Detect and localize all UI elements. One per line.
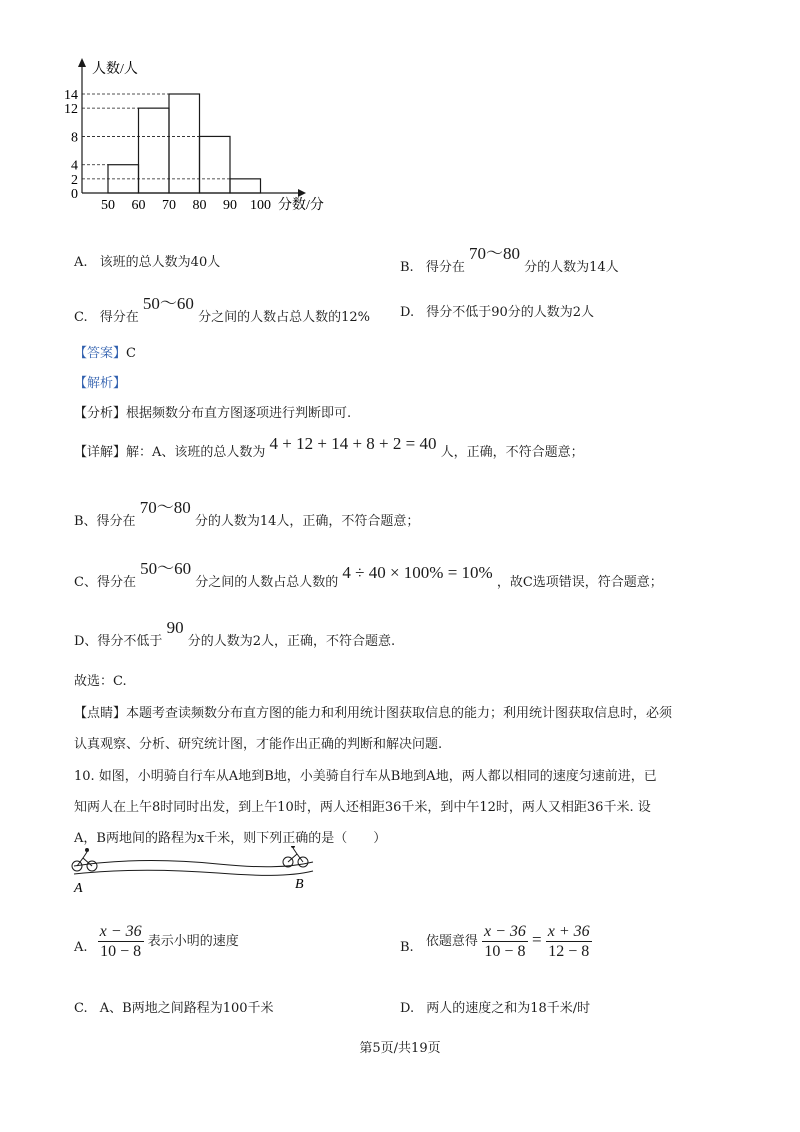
y-axis-label: 人数/人 — [92, 62, 138, 77]
detail-label: 【详解】 — [74, 445, 127, 460]
chart-axes — [78, 58, 306, 197]
detail-line-d — [74, 618, 396, 650]
fraction-denominator: 12 − 8 — [548, 943, 590, 960]
y-tick-label: 8 — [71, 130, 78, 146]
point-a-label: A — [74, 881, 83, 896]
detail-line-c — [74, 559, 663, 591]
detail-math: 70～80 — [139, 498, 191, 517]
q9-option-a — [74, 251, 220, 270]
histogram-bar — [169, 94, 200, 193]
option-label: C. — [74, 1001, 88, 1016]
page-footer: 第5页/共19页 — [359, 1041, 441, 1056]
equals-sign: = — [532, 930, 542, 949]
y-tick-label: 14 — [64, 88, 78, 103]
option-text: 得分在 — [99, 310, 139, 325]
histogram-chart — [60, 55, 360, 220]
q10-option-c — [74, 997, 274, 1016]
option-label: D. — [400, 1001, 415, 1016]
option-text: 分的人数为14人 — [524, 260, 619, 275]
option-label: C. — [74, 310, 88, 325]
option-label: A. — [74, 940, 88, 955]
option-text: 得分不低于90分的人数为2人 — [426, 305, 595, 320]
fenxi-line — [74, 402, 351, 421]
q10-option-a — [74, 922, 239, 961]
point-b-label: B — [295, 877, 304, 892]
x-tick-labels — [101, 198, 271, 213]
analysis-heading: 【解析】 — [74, 376, 127, 391]
fraction-denominator: 10 − 8 — [100, 943, 142, 960]
y-tick-label: 0 — [71, 187, 78, 202]
detail-text: 解：A、该班的总人数为 — [126, 445, 266, 460]
detail-text: 分的人数为2人，正确，不符合题意. — [187, 634, 396, 649]
option-math: 50～60 — [142, 294, 194, 313]
x-tick-label: 50 — [101, 198, 115, 213]
road-top-edge — [74, 861, 313, 867]
fenxi-text: 根据频数分布直方图逐项进行判断即可. — [126, 406, 352, 421]
option-text: 表示小明的速度 — [147, 934, 239, 949]
detail-text: C、得分在 — [74, 575, 136, 590]
detail-math: 90 — [166, 618, 184, 637]
q10-option-b — [400, 922, 592, 961]
fraction — [98, 922, 144, 961]
dianjing-line-1 — [74, 702, 672, 721]
detail-text: ，故C选项错误，符合题意； — [496, 575, 663, 590]
road-bottom-edge — [74, 870, 313, 875]
q10-option-d — [400, 997, 590, 1016]
q10-line-2: 知两人在上午8时同时出发，到上午10时，两人还相距36千米，到中午12时，两人又相距36千米. 设 — [74, 800, 651, 815]
q9-option-c — [74, 294, 370, 326]
detail-text: D、得分不低于 — [74, 634, 163, 649]
option-text: A、B两地之间路程为100千米 — [99, 1001, 274, 1016]
dianjing-label: 【点睛】 — [74, 706, 127, 721]
q9-option-d — [400, 301, 594, 320]
answer-label: 【答案】 — [74, 346, 127, 361]
y-tick-label: 2 — [71, 172, 78, 188]
detail-math: 50～60 — [140, 559, 192, 578]
x-tick-label: 80 — [192, 198, 207, 213]
option-label: B. — [400, 260, 414, 275]
fenxi-label: 【分析】 — [74, 406, 127, 421]
y-tick-labels — [64, 88, 78, 202]
option-label: A. — [74, 255, 88, 270]
q9-option-b — [400, 244, 619, 276]
choose-line: 故选：C. — [74, 674, 127, 689]
detail-text: 分之间的人数占总人数的 — [195, 575, 339, 590]
detail-math: 4 + 12 + 14 + 8 + 2 = 40 — [269, 434, 437, 453]
histogram-bar — [230, 179, 261, 193]
option-label: D. — [400, 305, 415, 320]
x-axis-label: 分数/分 — [278, 198, 324, 213]
x-tick-label: 60 — [131, 198, 146, 213]
fraction — [482, 922, 528, 961]
q10-line-1: 10. 如图，小明骑自行车从A地到B地，小美骑自行车从B地到A地，两人都以相同的速度匀速前进，已 — [74, 769, 657, 784]
road-figure — [68, 846, 318, 896]
detail-line-b — [74, 498, 420, 530]
x-tick-label: 100 — [250, 198, 271, 213]
option-text: 依题意得 — [425, 934, 478, 949]
y-tick-label: 12 — [64, 102, 78, 118]
q10-line-3: A，B两地间的路程为x千米，则下列正确的是（ ） — [74, 831, 387, 846]
x-tick-label: 90 — [223, 198, 237, 213]
option-label: B. — [400, 940, 414, 955]
option-text: 得分在 — [425, 260, 465, 275]
histogram-bar — [139, 108, 170, 193]
detail-text: 分的人数为14人，正确，不符合题意； — [194, 514, 420, 529]
answer-value: C — [126, 346, 136, 361]
option-text: 该班的总人数为40人 — [99, 255, 221, 270]
option-text: 两人的速度之和为18千米/时 — [426, 1001, 591, 1016]
detail-text: 人，正确，不符合题意； — [440, 445, 584, 460]
detail-math: 4 ÷ 40 × 100% = 10% — [342, 563, 493, 582]
x-tick-label: 70 — [162, 198, 176, 213]
bicycle-icon — [72, 848, 97, 871]
dianjing-line-2: 认真观察、分析、研究统计图，才能作出正确的判断和解决问题. — [74, 737, 443, 752]
chart-bars — [108, 94, 261, 193]
histogram-bar — [200, 136, 231, 193]
detail-text: B、得分在 — [74, 514, 136, 529]
y-tick-label: 4 — [71, 158, 78, 174]
option-math: 70～80 — [468, 244, 520, 263]
fraction-numerator: x + 36 — [547, 923, 590, 940]
option-text: 分之间的人数占总人数的12% — [198, 310, 370, 325]
dianjing-text: 本题考查读频数分布直方图的能力和利用统计图获取信息的能力；利用统计图获取信息时，必须 — [126, 706, 673, 721]
answer-line — [74, 342, 136, 361]
detail-line-a — [74, 434, 584, 461]
fraction — [546, 922, 592, 961]
fraction-denominator: 10 − 8 — [484, 943, 526, 960]
fraction-numerator: x − 36 — [99, 923, 142, 940]
fraction-numerator: x − 36 — [483, 923, 526, 940]
